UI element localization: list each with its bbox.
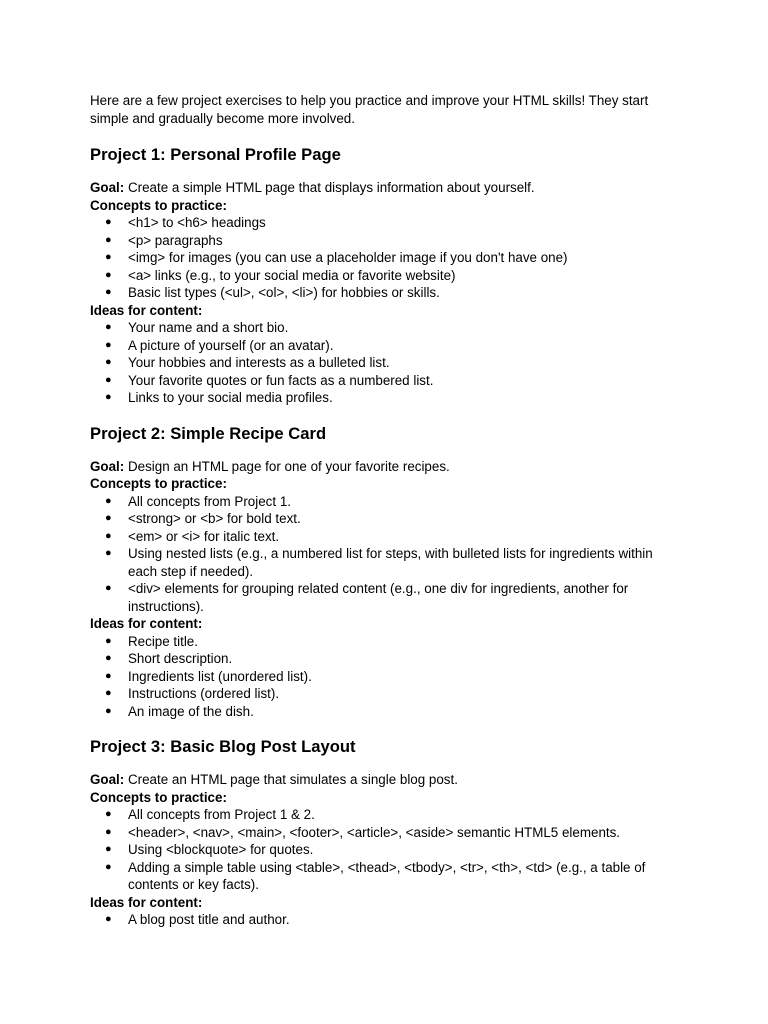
bullet-icon: ●	[105, 233, 112, 246]
ideas-label: Ideas for content:	[90, 894, 203, 910]
list-item	[90, 354, 680, 372]
intro-paragraph: Here are a few project exercises to help you practice and improve your HTML skills! They start simple and gradually become more involved.	[90, 93, 649, 126]
bullet-icon: ●	[105, 652, 112, 664]
project-section-1	[90, 145, 680, 407]
list-item-text: All concepts from Project 1 & 2.	[128, 807, 315, 822]
list-item	[90, 389, 680, 407]
list-item-text: <a> links (e.g., to your social media or favorite website)	[128, 267, 456, 283]
bullet-icon: ●	[105, 373, 112, 386]
concepts-label: Concepts to practice:	[90, 197, 227, 213]
ideas-list	[90, 319, 680, 407]
list-item-text: Your name and a short bio.	[128, 320, 289, 335]
ideas-list	[90, 911, 680, 929]
list-item-text: An image of the dish.	[128, 703, 254, 719]
goal-line	[90, 458, 680, 476]
goal-line	[90, 179, 680, 197]
concepts-list	[90, 214, 680, 302]
list-item	[90, 633, 680, 651]
projects-container	[90, 145, 680, 929]
list-item	[90, 372, 680, 390]
list-item-text: <h1> to <h6> headings	[128, 215, 266, 230]
list-item-text: <img> for images (you can use a placeholder image if you don't have one)	[128, 250, 568, 265]
bullet-icon: ●	[105, 338, 112, 351]
bullet-icon: ●	[105, 286, 112, 298]
project-title: Project 3: Basic Blog Post Layout	[90, 737, 356, 756]
project-section-2	[90, 424, 680, 721]
bullet-icon: ●	[105, 860, 112, 873]
list-item	[90, 528, 680, 546]
list-item	[90, 650, 680, 668]
bullet-icon: ●	[105, 843, 112, 855]
bullet-icon: ●	[105, 808, 112, 820]
bullet-icon: ●	[105, 687, 112, 699]
bullet-icon: ●	[105, 547, 112, 559]
bullet-icon: ●	[105, 321, 112, 333]
goal-label: Goal:	[90, 772, 125, 787]
concepts-list	[90, 493, 680, 616]
list-item	[90, 214, 680, 232]
list-item-text: <strong> or <b> for bold text.	[128, 511, 301, 526]
list-item-text: Your hobbies and interests as a bulleted list.	[128, 355, 390, 370]
list-item	[90, 493, 680, 511]
list-item-text: Adding a simple table using <table>, <thead>, <tbody>, <tr>, <th>, <td> (e.g., a table of contents or key facts).	[128, 859, 646, 892]
document-page	[90, 92, 680, 946]
project-title: Project 1: Personal Profile Page	[90, 145, 341, 164]
list-item-text: Basic list types (<ul>, <ol>, <li>) for hobbies or skills.	[128, 285, 440, 300]
list-item-text: Ingredients list (unordered list).	[128, 668, 312, 684]
list-item-text: Recipe title.	[128, 633, 198, 649]
list-item	[90, 249, 680, 267]
bullet-icon: ●	[105, 582, 112, 594]
project-title: Project 2: Simple Recipe Card	[90, 423, 327, 443]
goal-label: Goal:	[90, 180, 125, 195]
goal-line	[90, 771, 680, 789]
bullet-icon: ●	[105, 825, 112, 838]
list-item	[90, 337, 680, 355]
ideas-label: Ideas for content:	[90, 616, 203, 631]
list-item-text: <div> elements for grouping related content (e.g., one div for ingredients, another for instructions).	[128, 581, 629, 614]
goal-text: Create an HTML page that simulates a single blog post.	[124, 772, 458, 787]
bullet-icon: ●	[105, 529, 112, 542]
list-item-text: Links to your social media profiles.	[128, 390, 333, 405]
bullet-icon: ●	[105, 669, 112, 682]
list-item	[90, 319, 680, 337]
list-item	[90, 545, 680, 580]
goal-label: Goal:	[90, 458, 125, 474]
bullet-icon: ●	[105, 913, 112, 925]
list-item	[90, 510, 680, 528]
list-item-text: A blog post title and author.	[128, 912, 290, 927]
ideas-list	[90, 633, 680, 721]
bullet-icon: ●	[105, 216, 112, 228]
list-item-text: Using <blockquote> for quotes.	[128, 842, 314, 857]
list-item	[90, 580, 680, 615]
list-item-text: Using nested lists (e.g., a numbered list for steps, with bulleted lists for ingredients within each step if needed).	[128, 546, 653, 579]
concepts-label: Concepts to practice:	[90, 476, 227, 491]
list-item	[90, 668, 680, 686]
ideas-label: Ideas for content:	[90, 302, 203, 318]
list-item-text: Short description.	[128, 651, 233, 666]
list-item-text: Your favorite quotes or fun facts as a numbered list.	[128, 372, 434, 388]
list-item-text: All concepts from Project 1.	[128, 493, 291, 509]
list-item-text: Instructions (ordered list).	[128, 686, 280, 701]
list-item-text: <p> paragraphs	[128, 232, 223, 248]
list-item	[90, 806, 680, 824]
goal-text: Design an HTML page for one of your favorite recipes.	[124, 458, 450, 474]
bullet-icon: ●	[105, 356, 112, 368]
list-item	[90, 284, 680, 302]
list-item	[90, 267, 680, 285]
list-item	[90, 859, 680, 894]
list-item-text: <em> or <i> for italic text.	[128, 528, 280, 544]
goal-text: Create a simple HTML page that displays information about yourself.	[124, 180, 535, 195]
concepts-label: Concepts to practice:	[90, 789, 227, 805]
list-item	[90, 824, 680, 842]
list-item	[90, 685, 680, 703]
bullet-icon: ●	[105, 512, 112, 524]
bullet-icon: ●	[105, 634, 112, 647]
bullet-icon: ●	[105, 494, 112, 507]
bullet-icon: ●	[105, 268, 112, 281]
list-item	[90, 703, 680, 721]
list-item	[90, 911, 680, 929]
list-item	[90, 841, 680, 859]
list-item	[90, 232, 680, 250]
bullet-icon: ●	[105, 391, 112, 403]
bullet-icon: ●	[105, 704, 112, 717]
concepts-list	[90, 806, 680, 894]
bullet-icon: ●	[105, 251, 112, 263]
list-item-text: A picture of yourself (or an avatar).	[128, 337, 334, 353]
project-section-3	[90, 737, 680, 929]
list-item-text: <header>, <nav>, <main>, <footer>, <article>, <aside> semantic HTML5 elements.	[128, 824, 621, 840]
